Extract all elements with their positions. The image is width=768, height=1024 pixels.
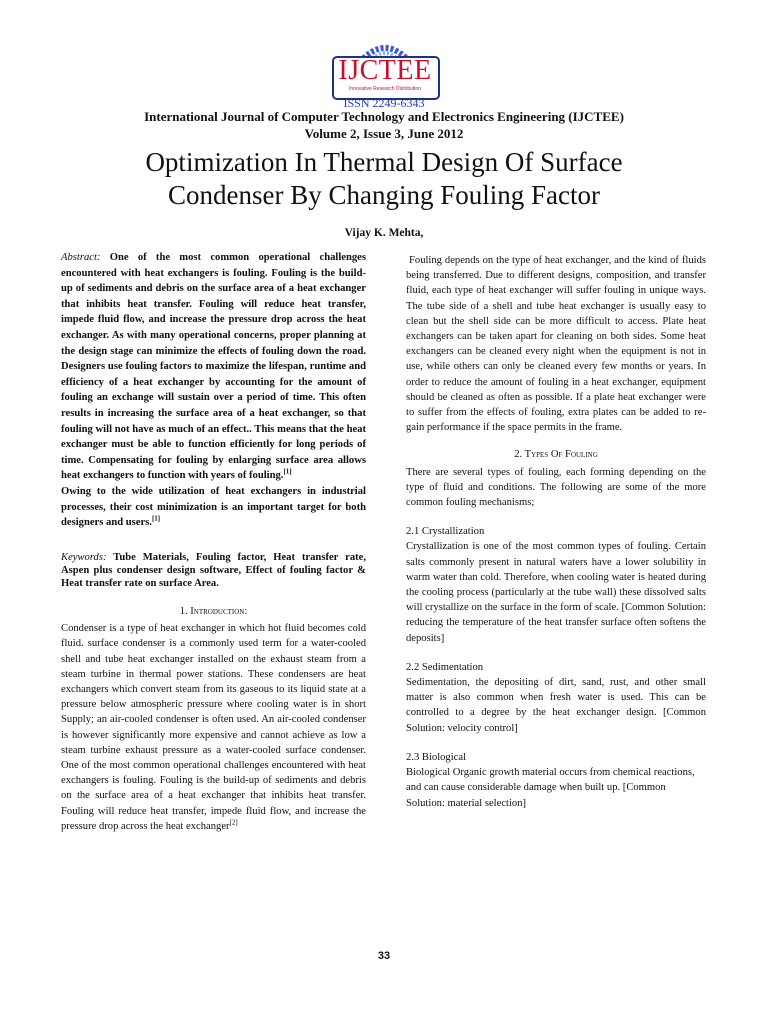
subsection-heading: 2.3 Biological [406, 751, 467, 763]
types-intro-text: There are several types of fouling, each forming depending on the type of fluid and conditions. The following are some of the more common fouling mechanisms; [406, 466, 706, 509]
citation-ref: [1] [151, 514, 161, 523]
keywords-label: Keywords: [61, 552, 107, 563]
section-heading: 1. Introduction: [179, 606, 248, 617]
paper-title-line-1: Optimization In Thermal Design Of Surface [145, 147, 623, 177]
section-introduction [61, 604, 366, 834]
right-column [406, 253, 706, 811]
subsection-heading: 2.1 Crystallization [406, 526, 485, 538]
author: Vijay K. Mehta, [344, 227, 424, 239]
logo-text: IJCTEE [338, 55, 432, 86]
citation-ref: [1] [283, 467, 292, 476]
crystallization-text: Crystallization is one of the most common types of fouling. Certain salts commonly present in natural waters have a lower solubility in warm water than cold. Therefore, when cooling water is heated during the cooling process (particularly at the tube wall) these dissolved salts will crystallize on the surface in the form of scale. [Common Solution: reducing the temperature of the heat transfer surface often softens the deposits] [406, 541, 706, 644]
keywords [61, 551, 366, 590]
intro-text: Condenser is a type of heat exchanger in which hot fluid becomes cold fluid. surface condenser is a commonly used term for a water-cooled shell and tube heat exchanger installed on the exhaust steam from a steam turbine in thermal power stations. These condensers are heat exchangers which convert steam from its gaseous to its liquid state at a pressure below atmospheric pressure where cooling water is in short Supply; an air-cooled condenser is often used. An air-cooled condenser is however significantly more expensive and cannot achieve as low a steam turbine exhaust pressure as a water-cooled surface condenser. One of the most common operational challenges encountered with heat exchangers is fouling. Fouling is the build-up of sediments and debris on the surface area of a heat exchanger that inhibits heat transfer. Fouling will reduce heat transfer, impede fluid flow, and increase the pressure drop across the heat exchanger [61, 623, 366, 832]
journal-name: International Journal of Computer Technology and Electronics Engineering (IJCTEE) [144, 109, 624, 124]
section-heading: 2. Types Of Fouling [514, 449, 598, 461]
biological-text: Biological Organic growth material occurs from chemical reactions, and can cause considerable damage when built up. [Common Solution: material selection] [406, 767, 695, 809]
page-number: 33 [377, 950, 391, 962]
journal-volume: Volume 2, Issue 3, June 2012 [304, 126, 464, 141]
subsection-heading: 2.2 Sedimentation [406, 661, 484, 673]
fouling-paragraph: Fouling depends on the type of heat exchanger, and the kind of fluids being transferred. Due to different designs, composition, and transfer fluid, each type of heat exchanger will suffer fouling in unique ways. The tube side of a shell and tube heat exchanger is usually easy to clean but the shell side can be more difficult to access. Plate heat exchangers can be taken apart for cleaning on both sides. Some heat exchangers can be cleaned every night when the equipment is not in use, while others can only be cleaned every few months or years. In order to reduce the amount of fouling in a heat exchanger, equipment should be cleaned as often as possible. If a plate heat exchanger were to suffer from the effects of fouling, extra plates can be added to re-gain performance if the space permits in the frame. [406, 255, 706, 434]
keywords-text: Tube Materials, Fouling factor, Heat transfer rate, Aspen plus condenser design software, Effect of fouling factor & Heat transfer rate on surface Area. [61, 552, 366, 589]
citation-ref: [2] [229, 818, 238, 827]
abstract [61, 250, 366, 531]
abstract-paragraph-2: Owing to the wide utilization of heat exchangers in industrial processes, their cost minimization is an important target for both designers and users. [61, 485, 366, 529]
paper-title-line-2: Condenser By Changing Fouling Factor [168, 180, 600, 210]
sedimentation-text: Sedimentation, the depositing of dirt, sand, rust, and other small matter is also common when fresh water is used. This can be controlled to a degree by the heat exchanger design. [Common Solution: velocity control] [406, 677, 706, 734]
issn: ISSN 2249-6343 [343, 96, 425, 110]
abstract-label: Abstract: [61, 252, 101, 263]
logo-tagline: Innovative Research Distribution [349, 86, 421, 92]
abstract-text: One of the most common operational challenges encountered with heat exchangers is fouling. Fouling is the build-up of sediments and debris on the surface area of a heat exchanger that inhibits heat transfer. Fouling will reduce heat transfer, impede fluid flow, and increase the pressure drop across the heat exchanger. As with many operational concerns, proper planning at the design stage can minimize the effects of fouling down the road. Designers use fouling factors to maximize the lifespan, runtime and efficiency of a heat exchanger by accounting for the amount of fouling an exchange will sustain over a period of time. This often results in increasing the surface area of a heat exchanger, so that fouling will not have as much of an effect.. This means that the heat exchanger must be able to function efficiently for long periods of time. Compensating for fouling by enlarging surface area allows heat exchangers to function with years of fouling. [61, 252, 367, 482]
